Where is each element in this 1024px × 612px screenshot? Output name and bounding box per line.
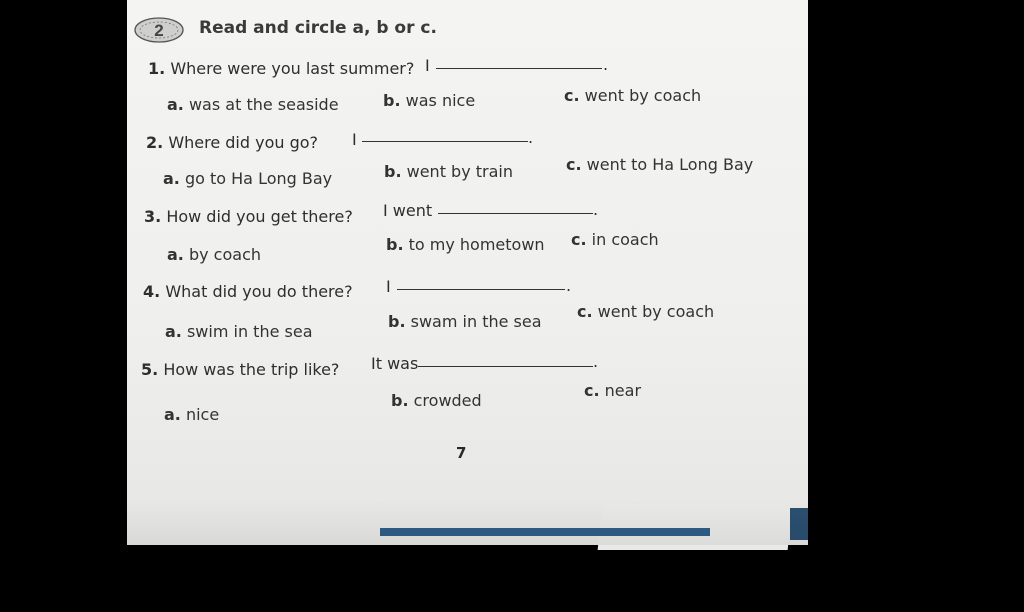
option-2b: b. went by train bbox=[384, 162, 514, 181]
question-5 bbox=[141, 360, 339, 379]
question-number: 4. bbox=[143, 282, 161, 301]
answer-blank-3 bbox=[438, 213, 593, 214]
answer-prefix: It was bbox=[371, 354, 419, 373]
question-number: 2. bbox=[146, 133, 164, 152]
page-shadow bbox=[127, 500, 808, 545]
answer-end: . bbox=[528, 128, 534, 147]
answer-end: . bbox=[593, 200, 599, 219]
answer-blank-5 bbox=[418, 366, 593, 367]
badge-cloud-icon bbox=[133, 15, 185, 45]
question-3 bbox=[144, 207, 353, 226]
exercise-instruction: Read and circle a, b or c. bbox=[199, 18, 437, 38]
option-1a: a. was at the seaside bbox=[167, 95, 339, 114]
answer-blank-4 bbox=[397, 289, 565, 290]
answer-end: . bbox=[603, 55, 609, 74]
question-number: 3. bbox=[144, 207, 162, 226]
option-1b: b. was nice bbox=[383, 91, 476, 110]
option-4b: b. swam in the sea bbox=[388, 312, 542, 331]
answer-prefix: I bbox=[352, 130, 357, 149]
question-2 bbox=[146, 133, 318, 152]
option-3a: a. by coach bbox=[167, 245, 262, 264]
answer-blank-2 bbox=[362, 141, 528, 142]
question-text: What did you do there? bbox=[165, 282, 353, 301]
option-5a: a. nice bbox=[164, 405, 220, 424]
answer-end: . bbox=[593, 352, 599, 371]
page-number: 7 bbox=[456, 444, 467, 462]
question-number: 1. bbox=[148, 59, 166, 78]
worksheet-page bbox=[127, 0, 808, 545]
option-4c: c. went by coach bbox=[577, 302, 715, 321]
question-text: How did you get there? bbox=[166, 207, 353, 226]
answer-blank-1 bbox=[436, 68, 602, 69]
question-text: Where did you go? bbox=[168, 133, 319, 152]
answer-prefix: I went bbox=[383, 201, 433, 220]
option-3c: c. in coach bbox=[571, 230, 659, 249]
option-1c: c. went by coach bbox=[564, 86, 702, 105]
option-3b: b. to my hometown bbox=[386, 235, 545, 254]
answer-end: . bbox=[566, 276, 572, 295]
question-number: 5. bbox=[141, 360, 159, 379]
option-5b: b. crowded bbox=[391, 391, 482, 410]
answer-prefix: I bbox=[386, 277, 391, 296]
option-4a: a. swim in the sea bbox=[165, 322, 313, 341]
exercise-number: 2 bbox=[154, 21, 164, 40]
option-5c: c. near bbox=[584, 381, 642, 400]
option-2a: a. go to Ha Long Bay bbox=[163, 169, 333, 188]
answer-prefix: I bbox=[425, 56, 430, 75]
question-text: How was the trip like? bbox=[163, 360, 340, 379]
question-text: Where were you last summer? bbox=[170, 59, 415, 78]
question-1 bbox=[148, 59, 414, 78]
exercise-number-badge bbox=[133, 15, 185, 45]
option-2c: c. went to Ha Long Bay bbox=[566, 155, 754, 174]
question-4 bbox=[143, 282, 353, 301]
